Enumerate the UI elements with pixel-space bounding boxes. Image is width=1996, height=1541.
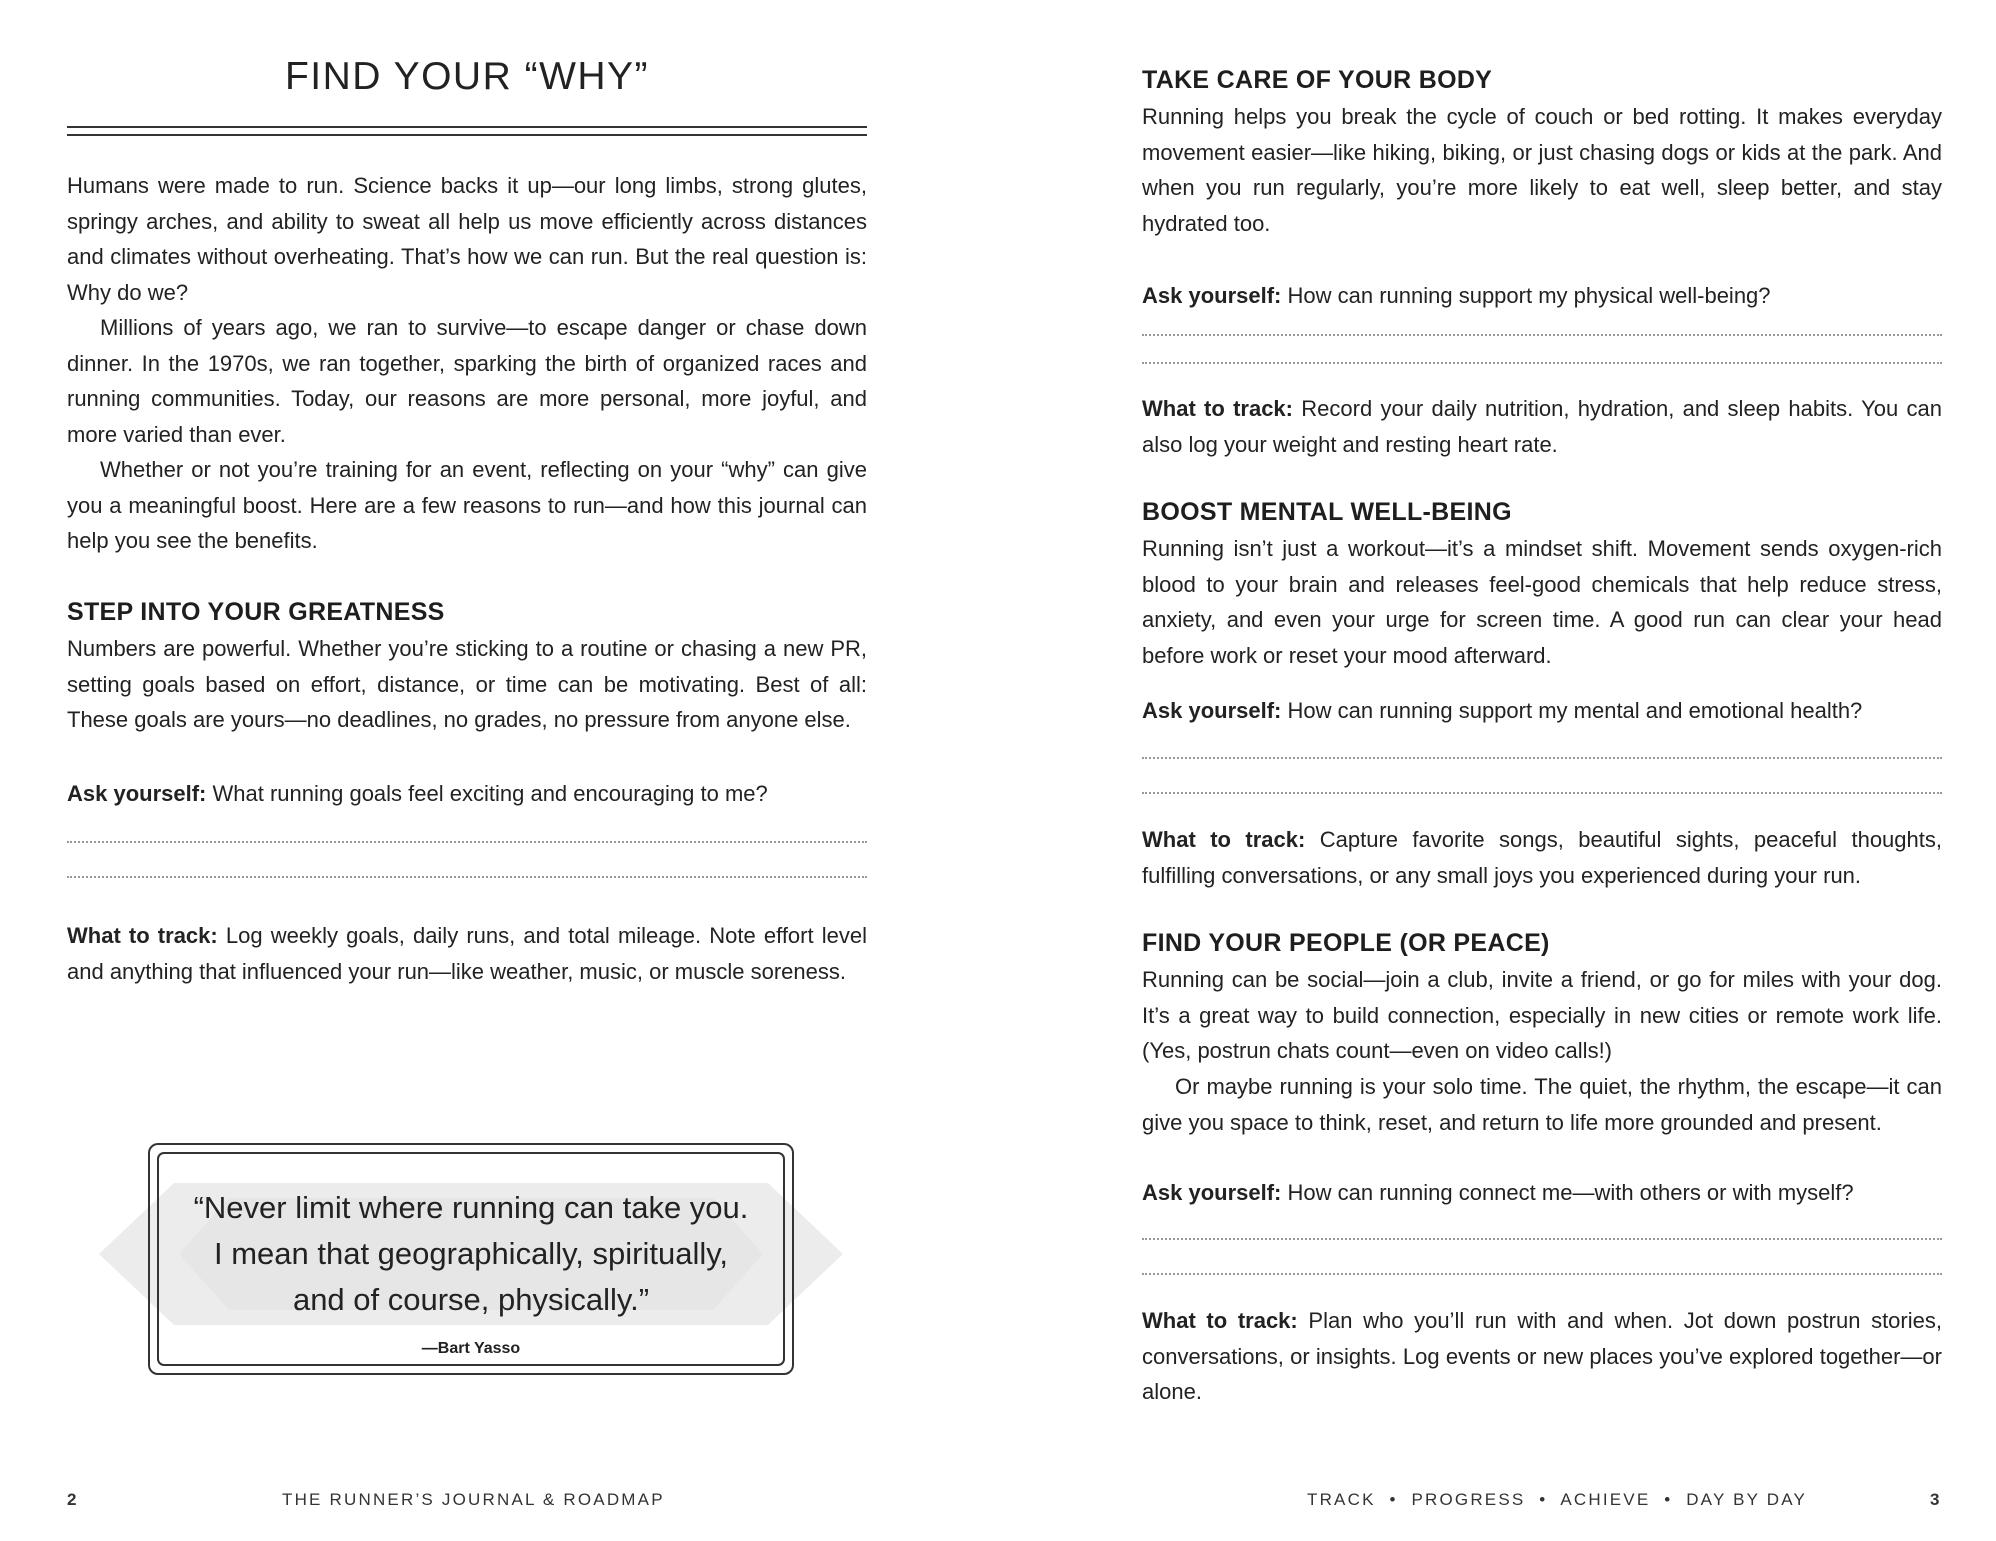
intro-paragraph-1: Humans were made to run. Science backs it up—our long limbs, strong glutes, springy arches, and ability to sweat all help us move efficiently across distances and climates without overheating. That’s how we can run. But the real question is: Why do we? [67,173,867,305]
title-double-rule [67,126,867,136]
answer-line-2[interactable] [1142,362,1942,364]
track-text: Capture favorite songs, beautiful sights, peaceful thoughts, fulfilling conversations, or any small joys you experienced during your run. [1142,827,1942,888]
track-text: Log weekly goals, daily runs, and total mileage. Note effort level and anything that influenced your run—like weather, music, or muscle soreness. [67,923,867,984]
ask-label: Ask yourself: [1142,1180,1282,1205]
ask-text: How can running connect me—with others or with myself? [1281,1180,1854,1205]
quote-text [148,1185,794,1323]
ask-text: How can running support my mental and emotional health? [1281,698,1863,723]
footer-tagline: TRACK • PROGRESS • ACHIEVE • DAY BY DAY [1307,1490,1808,1509]
section-heading-mental: BOOST MENTAL WELL-BEING [1142,498,1512,526]
quote-line-1: “Never limit where running can take you. [193,1190,749,1225]
book-title-footer: THE RUNNER’S JOURNAL & ROADMAP [282,1490,665,1509]
quote-line-2: I mean that geographically, spiritually, [213,1236,729,1271]
ask-yourself [67,776,867,812]
intro-paragraph-3: Whether or not you’re training for an event, reflecting on your “why” can give you a meaningful boost. Here are a few reasons to run—and how this journal can help you see the benefits. [67,457,867,553]
answer-line-1[interactable] [1142,757,1942,759]
page-number-right: 3 [1930,1490,1940,1509]
ask-text: How can running support my physical well-being? [1281,283,1771,308]
ask-label: Ask yourself: [1142,698,1282,723]
ask-text: What running goals feel exciting and encouraging to me? [206,781,768,806]
track-label: What to track: [1142,827,1306,852]
page-title: FIND YOUR “WHY” [284,55,650,98]
left-page [67,0,867,1541]
section-body-people-2: Or maybe running is your solo time. The quiet, the rhythm, the escape—it can give you space to think, reset, and return to life more grounded and present. [1142,1074,1942,1135]
what-to-track-mental [1142,822,1942,893]
answer-line-2[interactable] [1142,1273,1942,1275]
section-body: Numbers are powerful. Whether you’re sticking to a routine or chasing a new PR, setting goals based on effort, distance, or time can be motivating. Best of all: These goals are yours—no deadlines, no grades, no pressure from anyone else. [67,636,867,732]
answer-line-2[interactable] [67,876,867,878]
what-to-track-people [1142,1303,1942,1410]
track-text: Record your daily nutrition, hydration, and sleep habits. You can also log your weight and resting heart rate. [1142,396,1942,457]
track-label: What to track: [1142,396,1293,421]
section-heading-body: TAKE CARE OF YOUR BODY [1142,66,1493,94]
quote-attribution: —Bart Yasso [421,1340,521,1357]
answer-line-1[interactable] [1142,334,1942,336]
track-label: What to track: [67,923,218,948]
ask-yourself-mental [1142,693,1942,729]
section-heading: STEP INTO YOUR GREATNESS [67,598,445,626]
answer-line-1[interactable] [1142,1238,1942,1240]
what-to-track [67,918,867,989]
ask-label: Ask yourself: [67,781,207,806]
answer-line-2[interactable] [1142,792,1942,794]
track-label: What to track: [1142,1308,1298,1333]
track-text: Plan who you’ll run with and when. Jot down postrun stories, conversations, or insights. Log events or new places you’ve explored together—or alone. [1142,1308,1942,1404]
section-body-people: Running can be social—join a club, invite a friend, or go for miles with your dog. It’s a great way to build connection, especially in new cities or remote work life. (Yes, postrun chats count—even on video calls!) [1142,967,1942,1063]
intro-paragraph-2: Millions of years ago, we ran to survive—to escape danger or chase down dinner. In the 1970s, we ran together, sparking the birth of organized races and running communities. Today, our reasons are more personal, more joyful, and more varied than ever. [67,315,867,447]
quote-line-3: and of course, physically.” [292,1282,650,1317]
ask-label: Ask yourself: [1142,283,1282,308]
answer-line-1[interactable] [67,841,867,843]
ask-yourself-people [1142,1175,1942,1211]
right-page [1142,0,1942,1541]
intro-text [67,168,867,559]
page-number-left: 2 [67,1490,77,1509]
ask-yourself-body [1142,278,1942,314]
what-to-track-body [1142,391,1942,462]
section-body-mental: Running isn’t just a workout—it’s a mindset shift. Movement sends oxygen-rich blood to your brain and releases feel-good chemicals that help reduce stress, anxiety, and even your urge for screen time. A good run can clear your head before work or reset your mood afterward. [1142,536,1942,668]
section-body-body: Running helps you break the cycle of couch or bed rotting. It makes everyday movement easier—like hiking, biking, or just chasing dogs or kids at the park. And when you run regularly, you’re more likely to eat well, sleep better, and stay hydrated too. [1142,104,1942,236]
section-heading-people: FIND YOUR PEOPLE (OR PEACE) [1142,929,1550,957]
